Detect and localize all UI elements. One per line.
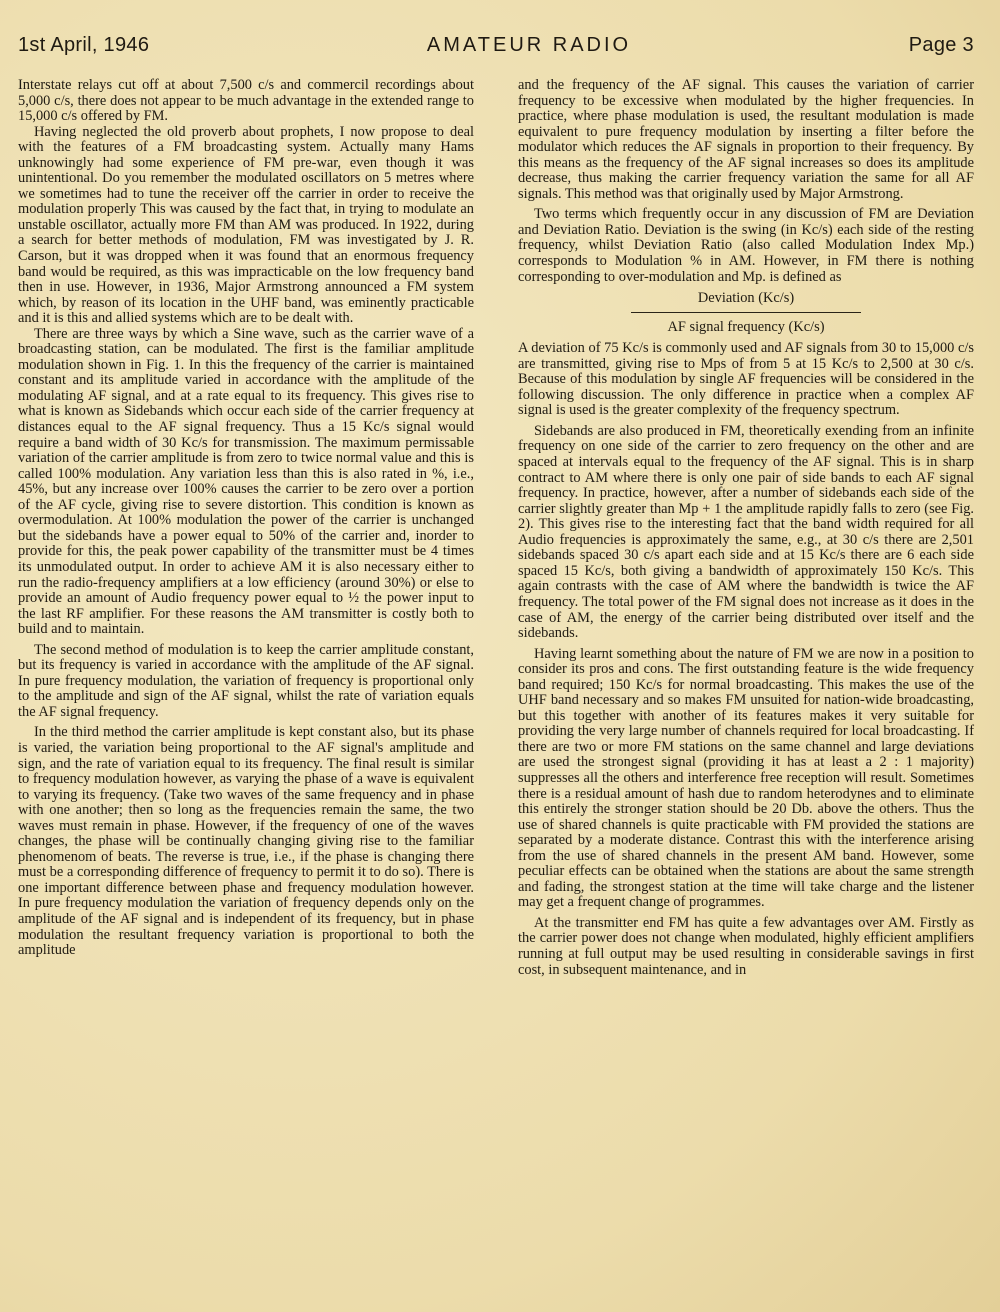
paragraph: There are three ways by which a Sine wave, such as the carrier wave of a broadcasting station, can be modulated. The first is the familiar amplitude modulation shown in Fig. 1. In this the frequency of the carrier is maintained constant and its amplitude varied in accordance with the amplitude of the modulating AF signal, and at a rate equal to its frequency. This gives rise to what is known as Sidebands which occur each side of the carrier frequency at distances equal to the AF signal frequency. Thus a 15 Kc/s signal would require a band width of 30 Kc/s for transmission. The maximum permissable variation of the carrier amplitude is from zero to twice normal value and this is called 100% modulation. Any variation less than this is also rated in %, i.e., 45%, but any increase over 100% causes the carrier to be zero over a portion of the AF cycle, giving rise to severe distortion. This condition is known as overmodulation. At 100% modulation the power of the carrier is unchanged but the sidebands have a power equal to 50% of the carrier and, inorder to provide for this, the peak power capability of the transmitter must be 4 times its unmodulated output. In order to achieve AM it is also necessary either to run the radio-frequency amplifiers at a low efficiency (around 30%) or else to provide an amount of Audio frequency power equal to ½ the power input to the last RF amplifier. For these reasons the AM transmitter is costly both to build and to maintain. <box>18 325 474 638</box>
right-column <box>518 78 974 978</box>
issue-date: 1st April, 1946 <box>18 34 150 56</box>
magazine-title: AMATEUR RADIO <box>426 34 632 56</box>
paragraph: Interstate relays cut off at about 7,500 c/s and commercil recordings about 5,000 c/s, there does not appear to be much advantage in the extended range to 15,000 c/s offered by FM. <box>18 77 474 125</box>
page-number: Page 3 <box>908 34 974 56</box>
fraction-bar <box>631 312 861 313</box>
paragraph: Having learnt something about the nature of FM we are now in a position to consider its pros and cons. The first outstanding feature is the wide frequency band required; 150 Kc/s for normal broadcasting. This makes the use of the UHF band necessary and so makes FM unsuited for nation-wide broadcasting, but this together with another of its features makes it very suitable for providing the very large number of channels required for local broadcasting. If there are two or more FM stations on the same channel and large deviations are used the strongest signal (providing it has at least a 2 : 1 majority) suppresses all the others and interference free reception will result. Sometimes there is a residual amount of hash due to random heterodynes and to eliminate this entirely the stronger station should be 20 Db. above the others. Thus the use of shared channels is quite practicable with FM provided the stations are separated by a moderate distance. Contrast this with the interference arising from the use of shared channels in the present AM band. However, some peculiar effects can be obtained when the stations are about the same strength and fading, the strongest station at the time will take charge and the listener may get a frequent change of programmes. <box>518 645 974 911</box>
formula-denominator: AF signal frequency (Kc/s) <box>667 318 825 335</box>
paragraph: Two terms which frequently occur in any discussion of FM are Deviation and Deviation Ratio. Deviation is the swing (in Kc/s) each side of the resting frequency, whilst Deviation Ratio (also called Modulation Index Mp.) corresponds to Modulation % in AM. However, in FM there is nothing corresponding to over-modulation and Mp. is defined as <box>518 206 974 285</box>
paragraph: and the frequency of the AF signal. This causes the variation of carrier frequency to be excessive when modulated by the higher frequencies. In practice, where phase modulation is used, the resultant modulation is made equivalent to pure frequency modulation by inserting a filter before the modulator which reduces the AF signals in proportion to their frequency. By this means as the frequency of the AF signal increases so does its amplitude decrease, thus making the carrier frequency variation the same for all AF signals. This method was that originally used by Major Armstrong. <box>518 77 974 202</box>
paragraph: Having neglected the old proverb about prophets, I now propose to deal with the features of a FM broadcasting system. Actually many Hams unknowingly had some experience of FM pre-war, even though it was unintentional. Do you remember the modulated oscillators on 5 metres where we sometimes had to tune the receiver off the carrier in order to receive the modulation properly This was caused by the fact that, in trying to modulate an unstable oscillator, actually more FM than AM was produced. In 1922, during a search for better methods of modulation, FM was investigated by J. R. Carson, but it was dropped when it was found that an enormous frequency band would be required, as this was impracticable on the low frequency band then in use. However, in 1936, Major Armstrong announced a FM system which, by reason of its location in the UHF band, was eminently practicable and it is this and allied systems which are to be dealt with. <box>18 123 474 327</box>
paragraph: At the transmitter end FM has quite a few advantages over AM. Firstly as the carrier power does not change when modulated, highly efficient amplifiers running at full output may be used resulting in considerable savings in first cost, in subsequent maintenance, and in <box>518 914 974 978</box>
page-header <box>18 34 974 60</box>
paragraph: A deviation of 75 Kc/s is commonly used and AF signals from 30 to 15,000 c/s are transmitted, giving rise to Mps of from 5 at 15 Kc/s to 2,500 at 30 c/s. Because of this modulation by single AF frequencies will be considered in the following discussion. The only difference in practice when a complex AF signal is used is the greater complexity of the frequency spectrum. <box>518 340 974 419</box>
paragraph: Sidebands are also produced in FM, theoretically exending from an infinite frequency on one side of the carrier to zero frequency on the other and are spaced at intervals equal to the frequency of the AF signal. This is in sharp contract to AM where there is only one pair of side bands to each AF signal frequency. In practice, however, after a number of sidebands each side of the carrier slightly greater than Mp + 1 the amplitude rapidly falls to zero (see Fig. 2). This gives rise to the interesting fact that the band width required for all Audio frequencies is approximately the same, e.g., at 30 c/s there are 2,501 sidebands spaced 30 c/s apart each side and at 15 Kc/s there are 6 each side spaced 15 Kc/s, both giving a bandwidth of approximately 150 Kc/s. This again contrasts with the case of AM where the bandwidth is twice the AF frequency. The total power of the FM signal does not increase as it does in the case of AM, the energy of the carrier being distributed over itself and the sidebands. <box>518 422 974 642</box>
paragraph: The second method of modulation is to keep the carrier amplitude constant, but its frequency is varied in accordance with the amplitude of the AF signal. In pure frequency modulation, the variation of frequency is proportional only to the amplitude and sign of the AF signal, whilst the rate of variation equals the AF signal frequency. <box>18 641 474 720</box>
paragraph: In the third method the carrier amplitude is kept constant also, but its phase is varied, the variation being proportional to the AF signal's amplitude and sign, and the rate of variation equal to its frequency. The final result is similar to frequency modulation however, as varying the phase of a wave is equivalent to varying its frequency. (Take two waves of the same frequency and in phase with one another; then so long as the frequencies remain the same, the two waves must remain in phase. However, if the frequency of one of the waves changes, the phase will be continually changing giving rise to the familiar phenomenom of beats. The reverse is true, i.e., if the phase is changing there must be a corresponding difference of frequency to permit it to do so). There is one important difference between phase and frequency modulation however. In pure frequency modulation the variation of frequency depends only on the amplitude of the AF signal and is independent of its frequency, but in phase modulation the resultant frequency variation is proportional to both the amplitude <box>18 724 474 959</box>
formula-numerator: Deviation (Kc/s) <box>697 290 795 307</box>
left-column <box>18 78 474 978</box>
article-body <box>18 78 974 978</box>
deviation-ratio-formula <box>518 291 974 337</box>
